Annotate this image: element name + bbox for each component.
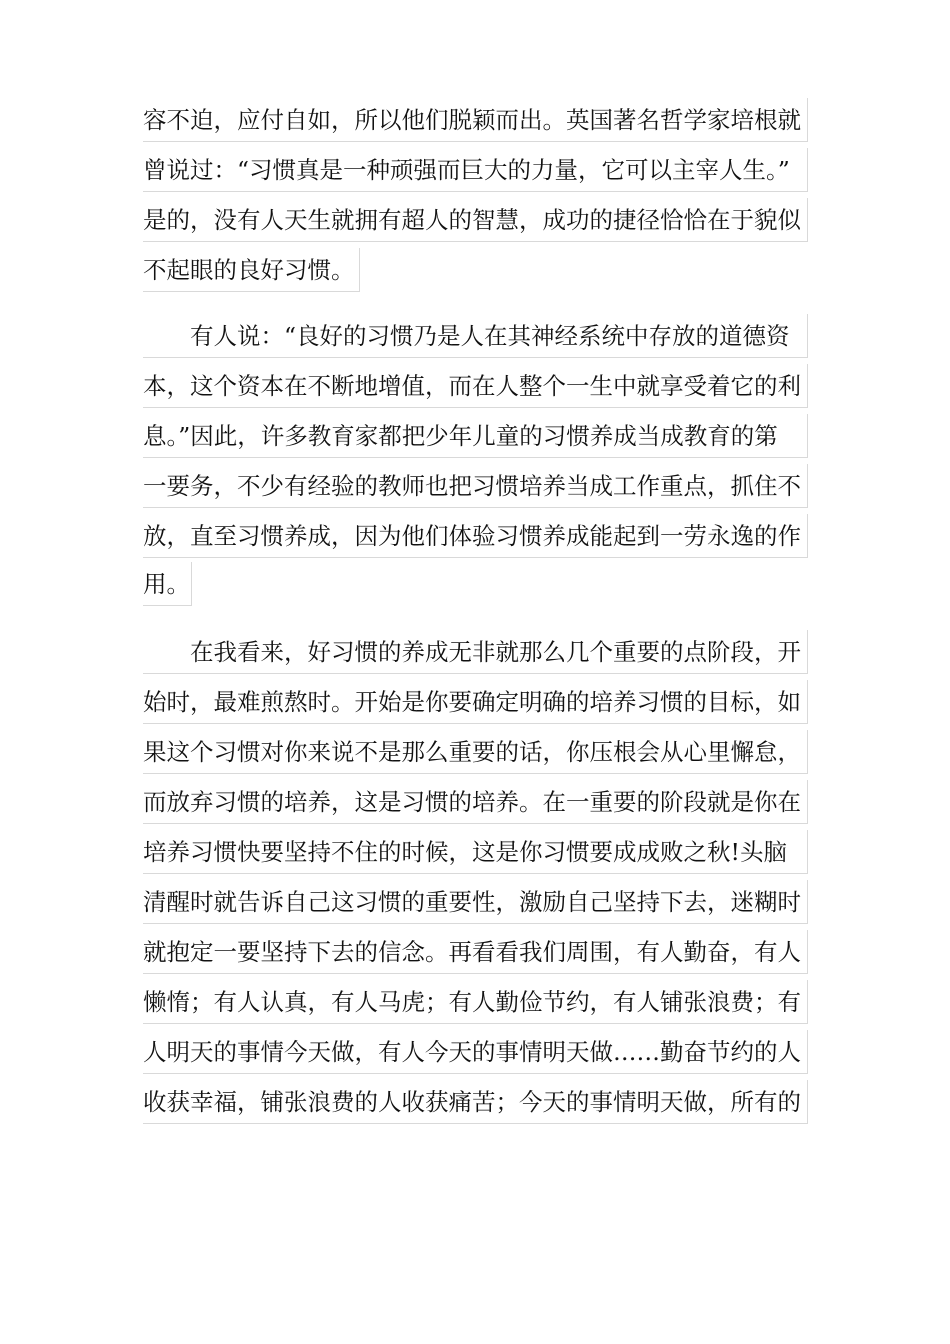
text-line: 曾说过：“习惯真是一种顽强而巨大的力量，它可以主宰人生。” <box>143 148 808 192</box>
text-line: 就抱定一要坚持下去的信念。再看看我们周围，有人勤奋，有人 <box>143 930 808 974</box>
text-line: 收获幸福，铺张浪费的人收获痛苦；今天的事情明天做，所有的 <box>143 1080 808 1124</box>
text-line: 不起眼的良好习惯。 <box>143 248 360 292</box>
text-line: 在我看来，好习惯的养成无非就那么几个重要的点阶段，开 <box>143 630 808 674</box>
text-line: 果这个习惯对你来说不是那么重要的话，你压根会从心里懈怠， <box>143 730 808 774</box>
text-line: 始时，最难煎熬时。开始是你要确定明确的培养习惯的目标，如 <box>143 680 808 724</box>
text-line: 容不迫，应付自如，所以他们脱颖而出。英国著名哲学家培根就 <box>143 98 808 142</box>
text-line: 人明天的事情今天做，有人今天的事情明天做……勤奋节约的人 <box>143 1030 808 1074</box>
text-line: 有人说：“良好的习惯乃是人在其神经系统中存放的道德资 <box>143 314 808 358</box>
text-line: 懒惰；有人认真，有人马虎；有人勤俭节约，有人铺张浪费；有 <box>143 980 808 1024</box>
text-line: 而放弃习惯的培养，这是习惯的培养。在一重要的阶段就是你在 <box>143 780 808 824</box>
text-line: 培养习惯快要坚持不住的时候，这是你习惯要成成败之秋!头脑 <box>143 830 808 874</box>
text-line: 本，这个资本在不断地增值，而在人整个一生中就享受着它的利 <box>143 364 808 408</box>
text-line: 清醒时就告诉自己这习惯的重要性，激励自己坚持下去，迷糊时 <box>143 880 808 924</box>
text-line: 息。”因此，许多教育家都把少年儿童的习惯养成当成教育的第 <box>143 414 808 458</box>
text-line: 用。 <box>143 562 192 606</box>
text-line: 放，直至习惯养成，因为他们体验习惯养成能起到一劳永逸的作 <box>143 514 808 558</box>
text-line: 是的，没有人天生就拥有超人的智慧，成功的捷径恰恰在于貌似 <box>143 198 808 242</box>
text-line: 一要务，不少有经验的教师也把习惯培养当成工作重点，抓住不 <box>143 464 808 508</box>
